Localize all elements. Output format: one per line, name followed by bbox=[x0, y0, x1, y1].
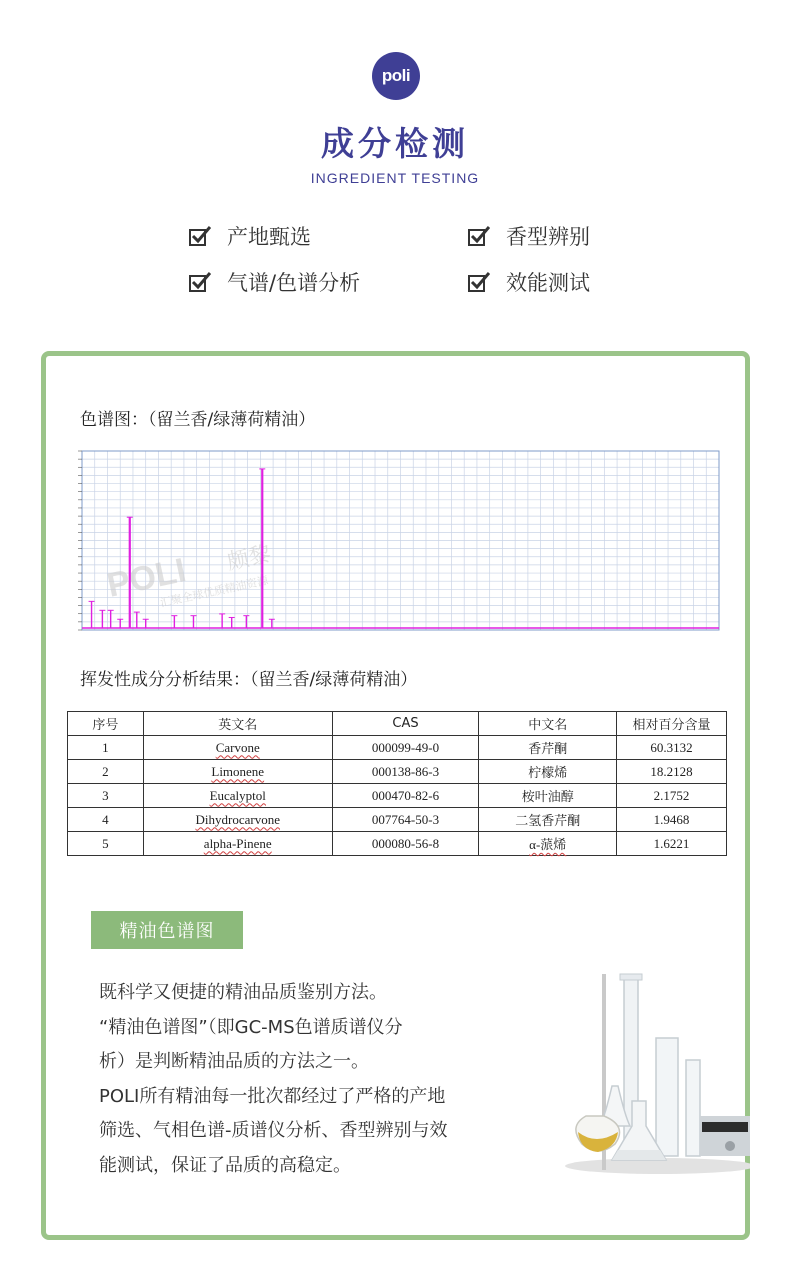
cell-english: alpha-Pinene bbox=[203, 835, 272, 851]
description-line: 析）是判断精油品质的方法之一。 bbox=[99, 1051, 369, 1072]
chromatogram-label: 色谱图：（留兰香/绿薄荷精油） bbox=[80, 410, 316, 430]
watermark-cn: 颇黎 bbox=[224, 541, 274, 576]
col-header: 序号 bbox=[68, 712, 144, 736]
checkbox-icon bbox=[468, 271, 490, 293]
feature-scent bbox=[468, 221, 590, 251]
page-subtitle: INGREDIENT TESTING bbox=[310, 170, 480, 186]
cell-index: 1 bbox=[68, 736, 144, 760]
cell-percent: 2.1752 bbox=[617, 784, 727, 808]
poli-logo: poli bbox=[372, 52, 420, 100]
description-line: 既科学又便捷的精油品质鉴别方法。 bbox=[99, 982, 387, 1003]
cell-percent: 18.2128 bbox=[617, 760, 727, 784]
cell-english: Carvone bbox=[215, 739, 260, 755]
cell-percent: 1.9468 bbox=[617, 808, 727, 832]
cell-index: 4 bbox=[68, 808, 144, 832]
checkbox-icon bbox=[468, 225, 490, 247]
description-line: 筛选、气相色谱-质谱仪分析、香型辨别与效 bbox=[99, 1120, 448, 1141]
chart-background bbox=[70, 447, 724, 644]
cell-cas: 000470-82-6 bbox=[332, 784, 479, 808]
cell-chinese: 香芹酮 bbox=[479, 736, 617, 760]
chromatogram-chart bbox=[70, 447, 724, 644]
checkbox-icon bbox=[189, 225, 211, 247]
feature-label: 产地甄选 bbox=[227, 225, 311, 249]
description-line: “精油色谱图”（即GC-MS色谱质谱仪分 bbox=[99, 1016, 403, 1038]
table-row bbox=[68, 784, 727, 808]
description-paragraph bbox=[99, 976, 529, 1183]
cell-english: Dihydrocarvone bbox=[195, 811, 280, 827]
watermark-brand: POLI bbox=[103, 551, 190, 605]
cell-chinese: α-蒎烯 bbox=[529, 837, 567, 852]
analysis-label: 挥发性成分分析结果：（留兰香/绿薄荷精油） bbox=[80, 670, 418, 690]
col-header: 中文名 bbox=[479, 712, 617, 736]
cell-english: Limonene bbox=[211, 763, 265, 779]
watermark-sub: 汇聚全球优质精油资源 bbox=[159, 573, 270, 610]
col-header: CAS bbox=[332, 712, 479, 736]
table-row bbox=[68, 832, 727, 856]
table-row bbox=[68, 760, 727, 784]
cell-cas: 007764-50-3 bbox=[332, 808, 479, 832]
cell-index: 3 bbox=[68, 784, 144, 808]
feature-efficacy bbox=[468, 267, 590, 297]
table-header-row bbox=[68, 712, 727, 736]
cell-percent: 1.6221 bbox=[617, 832, 727, 856]
cell-cas: 000099-49-0 bbox=[332, 736, 479, 760]
description-line: 能测试，保证了品质的高稳定。 bbox=[99, 1154, 351, 1176]
section-badge: 精油色谱图 bbox=[91, 911, 243, 949]
table-row bbox=[68, 808, 727, 832]
table-row bbox=[68, 736, 727, 760]
cell-chinese: 柠檬烯 bbox=[479, 760, 617, 784]
cell-chinese: 二氢香芹酮 bbox=[479, 808, 617, 832]
cell-index: 5 bbox=[68, 832, 144, 856]
col-header: 英文名 bbox=[143, 712, 332, 736]
cell-index: 2 bbox=[68, 760, 144, 784]
cell-percent: 60.3132 bbox=[617, 736, 727, 760]
feature-label: 气谱/色谱分析 bbox=[227, 271, 361, 295]
feature-origin bbox=[189, 221, 311, 251]
col-header: 相对百分含量 bbox=[617, 712, 727, 736]
checkbox-icon bbox=[189, 271, 211, 293]
cell-cas: 000138-86-3 bbox=[332, 760, 479, 784]
cell-cas: 000080-56-8 bbox=[332, 832, 479, 856]
description-line: POLI所有精油每一批次都经过了严格的产地 bbox=[99, 1085, 446, 1107]
analysis-table bbox=[67, 711, 727, 856]
page-title: 成分检测 bbox=[321, 124, 469, 163]
feature-label: 香型辨别 bbox=[506, 225, 590, 249]
feature-label: 效能测试 bbox=[506, 271, 590, 295]
lab-glassware-image bbox=[560, 966, 750, 1178]
cell-english: Eucalyptol bbox=[209, 787, 266, 803]
cell-chinese: 桉叶油醇 bbox=[479, 784, 617, 808]
feature-chromatography bbox=[189, 267, 360, 297]
